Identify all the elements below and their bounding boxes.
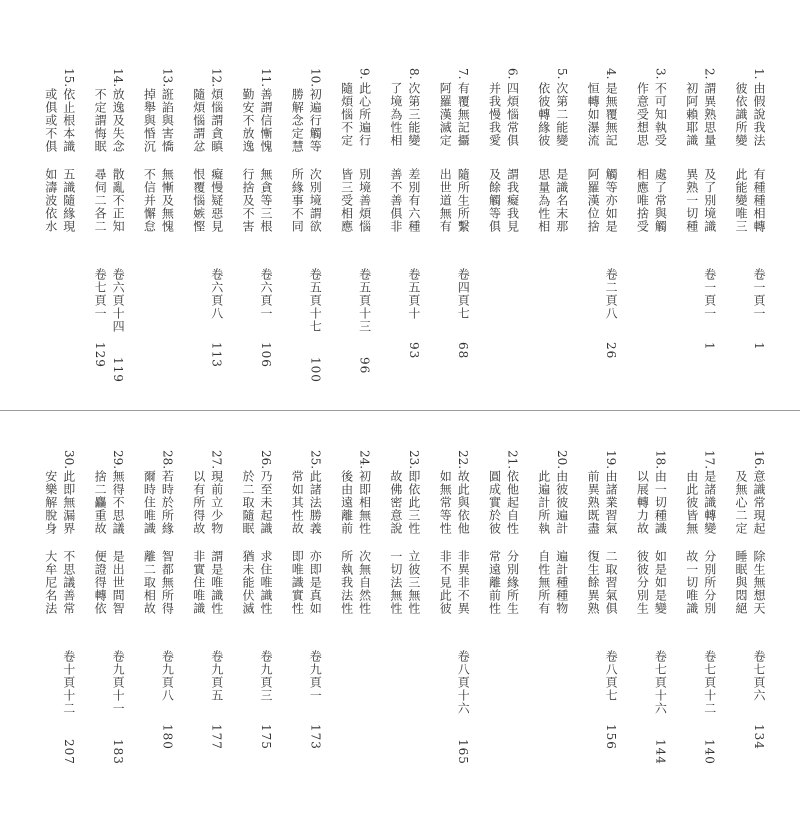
page-number: 106 [259, 342, 273, 368]
volume-page-ref: 卷一頁一 [702, 268, 717, 320]
verse-line-b: 不定謂悔眠 [93, 88, 108, 153]
verse-number: 20. [554, 450, 569, 470]
verse-line-b: 阿羅漢滅定 [438, 82, 453, 147]
verse-line-c: 二取習氣俱 [604, 550, 619, 615]
verse-number: 17. [702, 450, 717, 470]
verse-number: 16. [752, 450, 766, 470]
verse-line-d: 尋伺二各二 [93, 168, 108, 233]
volume-page-ref: 卷九頁三 [259, 650, 273, 702]
verse-line-c: 謂是唯識性 [209, 550, 224, 615]
volume-page-ref: 卷九頁一 [308, 650, 323, 702]
verse-number: 23. [406, 450, 421, 470]
verse-block [582, 450, 618, 780]
verse-line-a: 煩惱謂貪瞋 [209, 88, 224, 153]
verse-line-d: 復生餘異熟 [586, 550, 601, 615]
verse-line-b: 安樂解脫身 [43, 470, 58, 535]
verse-line-c: 遍計種種物 [554, 550, 569, 615]
verse-line-a: 謂異熟思量 [702, 82, 717, 147]
verse-block [336, 68, 372, 398]
verse-number: 4. [604, 68, 619, 80]
verse-line-c: 散亂不正知 [111, 168, 126, 233]
verse-line-c: 不思議善常 [61, 550, 76, 615]
verse-line-d: 如濤波依水 [43, 168, 58, 233]
verse-line-d: 不信并懈怠 [142, 168, 157, 233]
verse-line-c: 是出世間智 [111, 550, 126, 615]
verse-line-c: 次無自然性 [357, 550, 372, 615]
page-number: 96 [357, 357, 372, 375]
verse-line-d: 常遠離前性 [487, 550, 502, 615]
verse-line-d: 行捨及不害 [241, 168, 255, 233]
verse-number: 27. [209, 450, 224, 470]
page-number: 140 [702, 739, 717, 765]
verse-block [484, 68, 520, 398]
verse-line-a: 初遍行觸等 [308, 88, 323, 153]
volume-page-ref: 卷五頁十七 [308, 268, 323, 333]
verse-line-c: 除生無想天 [752, 550, 766, 615]
verse-block [40, 68, 76, 398]
verse-line-a: 依止根本識 [61, 88, 76, 153]
page-number: 93 [406, 342, 421, 360]
verse-number: 11. [259, 68, 273, 88]
verse-block [188, 450, 224, 780]
verse-line-c: 觸等亦如是 [604, 168, 619, 233]
verse-number: 10. [308, 68, 323, 88]
verse-line-c: 五識隨緣現 [61, 168, 76, 233]
verse-line-a: 由一切種識 [653, 470, 668, 535]
verse-line-b: 并我慢我愛 [487, 82, 502, 147]
verse-number: 7. [456, 68, 471, 80]
verse-line-c: 智都無所得 [160, 550, 175, 615]
verses-panel-bottom [0, 420, 800, 815]
verse-line-d: 及餘觸等俱 [487, 168, 502, 233]
verse-line-a: 無得不思議 [111, 470, 126, 535]
section-divider [0, 410, 800, 411]
verse-block [138, 450, 174, 780]
verse-block [237, 68, 273, 398]
verse-number: 5. [554, 68, 569, 80]
verse-block [533, 450, 569, 780]
verse-line-d: 恨覆惱嫉慳 [191, 168, 206, 233]
volume-page-ref: 卷九頁十一 [111, 650, 126, 715]
verse-line-d: 皆三受相應 [339, 168, 354, 233]
verse-block [434, 68, 470, 398]
verse-line-c: 亦即是真如 [308, 550, 323, 615]
verse-line-a: 初即相無性 [357, 470, 372, 535]
page-number: 26 [604, 342, 619, 360]
verse-line-d: 此能變唯三 [734, 168, 748, 233]
verse-line-c: 如是如是變 [653, 550, 668, 615]
verse-line-c: 非異非不異 [456, 550, 471, 615]
verse-line-a: 放逸及失念 [111, 88, 126, 153]
verse-number: 15. [61, 68, 76, 88]
verse-block [40, 450, 76, 780]
page-number: 173 [308, 724, 323, 750]
verse-line-a: 意識常現起 [752, 470, 766, 535]
volume-page-ref: 卷五頁十三 [357, 268, 372, 333]
verse-block [730, 68, 766, 398]
verse-line-a: 次第二能變 [554, 82, 569, 147]
page-number: 100 [308, 357, 323, 383]
verse-line-c: 分別所分別 [702, 550, 717, 615]
verse-number: 26. [259, 450, 273, 470]
page-number: 113 [209, 342, 224, 368]
volume-page-ref: 卷一頁一 [752, 268, 766, 320]
verse-line-b: 及無心二定 [734, 470, 748, 535]
verse-line-a: 此即無漏界 [61, 470, 76, 535]
verse-line-a: 若時於所緣 [160, 470, 175, 535]
verse-line-d: 非不見此彼 [438, 550, 453, 615]
page-number: 175 [259, 724, 273, 750]
verse-line-b: 由此彼皆無 [684, 470, 699, 535]
verse-line-d: 即唯識實性 [290, 550, 305, 615]
verse-line-c: 無慚及無愧 [160, 168, 175, 233]
verse-block [188, 68, 224, 398]
page-number: 177 [209, 724, 224, 750]
verse-number: 12. [209, 68, 224, 88]
page-number: 180 [160, 724, 175, 750]
verse-line-b: 勤安不放逸 [241, 88, 255, 153]
verse-block [138, 68, 174, 398]
volume-page-ref: 卷九頁八 [160, 650, 175, 702]
verse-line-d: 故一切唯識 [684, 550, 699, 615]
verse-line-d: 自性無所有 [536, 550, 551, 615]
page-number: 134 [752, 724, 766, 750]
verse-line-d: 異熟一切種 [684, 168, 699, 233]
verse-block [385, 450, 421, 780]
verse-line-b: 或俱或不俱 [43, 88, 58, 153]
verse-line-a: 由彼彼遍計 [554, 470, 569, 535]
verse-number: 25. [308, 450, 323, 470]
verse-line-c: 處了常與觸 [653, 168, 668, 233]
verse-number: 18. [653, 450, 668, 470]
verse-block [681, 68, 717, 398]
verse-line-a: 是無覆無記 [604, 82, 619, 147]
verse-line-b: 故佛密意說 [388, 470, 403, 535]
page-number: 68 [456, 342, 471, 360]
verse-line-b: 掉舉與惛沉 [142, 88, 157, 153]
verse-line-d: 一切法無性 [388, 550, 403, 615]
verse-line-c: 及了別境識 [702, 168, 717, 233]
verse-line-a: 不可知執受 [653, 82, 668, 147]
verse-line-a: 由假說我法 [752, 82, 766, 147]
verse-line-c: 是識名末那 [554, 168, 569, 233]
verse-number: 24. [357, 450, 372, 470]
verse-line-d: 非實住唯識 [191, 550, 206, 615]
verse-line-d: 睡眠與悶絕 [734, 550, 748, 615]
verse-number: 9. [357, 68, 372, 80]
verse-line-b: 作意受想思 [635, 82, 650, 147]
verse-line-b: 圓成實於彼 [487, 470, 502, 535]
verse-line-b: 恒轉如瀑流 [586, 82, 601, 147]
verse-line-c: 立彼三無性 [406, 550, 421, 615]
verse-line-a: 此心所遍行 [357, 82, 372, 147]
verse-line-d: 所緣事不同 [290, 168, 305, 233]
verse-number: 2. [702, 68, 717, 80]
page-number: 129 [93, 342, 108, 368]
volume-page-ref: 卷七頁六 [752, 650, 766, 702]
verse-number: 19. [604, 450, 619, 470]
volume-page-ref: 卷二頁八 [604, 268, 619, 320]
verse-line-a: 乃至未起識 [259, 470, 273, 535]
verses-panel-top [0, 0, 800, 395]
volume-page-ref: 卷七頁十二 [702, 650, 717, 715]
verse-line-c: 癡慢疑惡見 [209, 168, 224, 233]
verse-line-c: 無貪等三根 [259, 168, 273, 233]
verse-line-c: 差別有六種 [406, 168, 421, 233]
verse-block [385, 68, 421, 398]
volume-page-ref: 卷十頁十二 [61, 650, 76, 715]
volume-page-ref: 卷七頁十六 [653, 650, 668, 715]
verse-line-b: 此遍計所執 [536, 470, 551, 535]
verse-line-a: 故此與依他 [456, 470, 471, 535]
volume-page-ref: 卷九頁五 [209, 650, 224, 702]
verse-block [237, 450, 273, 780]
verse-line-d: 相應唯捨受 [635, 168, 650, 233]
verse-number: 28. [160, 450, 175, 470]
verse-line-c: 次別境謂欲 [308, 168, 323, 233]
verse-block [336, 450, 372, 780]
verse-number: 13. [160, 68, 175, 88]
verse-line-b: 隨煩惱謂忿 [191, 88, 206, 153]
page-number: 165 [456, 739, 471, 765]
verse-line-a: 即依此三性 [406, 470, 421, 535]
verse-block [484, 450, 520, 780]
page-number: 119 [111, 357, 126, 383]
verse-number: 22. [456, 450, 471, 470]
verse-line-a: 現前立少物 [209, 470, 224, 535]
verse-block [89, 450, 125, 780]
verse-line-b: 依彼轉緣彼 [536, 82, 551, 147]
verse-line-b: 以有所得故 [191, 470, 206, 535]
page-number: 1 [702, 342, 717, 351]
verse-line-b: 於二取隨眠 [241, 470, 255, 535]
verse-line-b: 了境為性相 [388, 82, 403, 147]
verse-line-d: 大牟尼名法 [43, 550, 58, 615]
verse-line-a: 四煩惱常俱 [505, 82, 520, 147]
verse-line-b: 彼依識所變 [734, 82, 748, 147]
verse-line-d: 彼彼分別生 [635, 550, 650, 615]
verse-line-c: 謂我癡我見 [505, 168, 520, 233]
volume-page-ref: 卷六頁十四 [111, 268, 126, 333]
verse-line-a: 有覆無記攝 [456, 82, 471, 147]
verse-number: 30. [61, 450, 76, 470]
verse-block [533, 68, 569, 398]
verse-line-a: 由諸業習氣 [604, 470, 619, 535]
verse-block [89, 68, 125, 398]
verse-line-a: 誑諂與害憍 [160, 88, 175, 153]
verse-line-c: 別境善煩惱 [357, 168, 372, 233]
volume-page-ref: 卷六頁八 [209, 268, 224, 320]
page-number: 1 [752, 342, 766, 351]
verse-line-d: 離二取相故 [142, 550, 157, 615]
verse-line-a: 此諸法勝義 [308, 470, 323, 535]
verse-line-a: 是諸識轉變 [702, 470, 717, 535]
verse-line-b: 勝解念定慧 [290, 88, 305, 153]
verse-line-d: 善不善俱非 [388, 168, 403, 233]
volume-page-ref: 卷四頁七 [456, 268, 471, 320]
verse-line-a: 依他起自性 [505, 470, 520, 535]
verse-block [631, 450, 667, 780]
verse-line-d: 猶未能伏滅 [241, 550, 255, 615]
verse-line-d: 便證得轉依 [93, 550, 108, 615]
verse-line-b: 如無常等性 [438, 470, 453, 535]
verse-block [434, 450, 470, 780]
verse-block [286, 68, 322, 398]
verse-line-d: 所執我法性 [339, 550, 354, 615]
verse-number: 1. [752, 68, 766, 80]
verse-line-b: 以展轉力故 [635, 470, 650, 535]
verse-number: 8. [406, 68, 421, 80]
verse-block [681, 450, 717, 780]
verse-line-b: 爾時住唯識 [142, 470, 157, 535]
verse-number: 29. [111, 450, 126, 470]
verse-line-b: 初阿賴耶識 [684, 82, 699, 147]
verse-block [631, 68, 667, 398]
verse-line-d: 出世道無有 [438, 168, 453, 233]
page-number: 156 [604, 724, 619, 750]
volume-page-ref: 卷七頁一 [93, 268, 108, 320]
verse-line-b: 前異熟既盡 [586, 470, 601, 535]
page-number: 207 [61, 739, 76, 765]
volume-page-ref: 卷五頁十 [406, 268, 421, 320]
verse-line-b: 常如其性故 [290, 470, 305, 535]
verse-line-d: 阿羅漢位捨 [586, 168, 601, 233]
verse-line-b: 後由遠離前 [339, 470, 354, 535]
verse-line-a: 善謂信慚愧 [259, 88, 273, 153]
verse-block [286, 450, 322, 780]
verse-line-a: 次第三能變 [406, 82, 421, 147]
verse-line-c: 求住唯識性 [259, 550, 273, 615]
page-number: 183 [111, 739, 126, 765]
verse-number: 6. [505, 68, 520, 80]
verse-block [730, 450, 766, 780]
verse-block [582, 68, 618, 398]
page-number: 144 [653, 739, 668, 765]
verse-number: 21. [505, 450, 520, 470]
verse-line-c: 有種種相轉 [752, 168, 766, 233]
verse-line-b: 隨煩惱不定 [339, 82, 354, 147]
verse-line-c: 分別緣所生 [505, 550, 520, 615]
verse-line-c: 隨所生所繫 [456, 168, 471, 233]
verse-line-b: 捨二麤重故 [93, 470, 108, 535]
verse-number: 3. [653, 68, 668, 80]
verse-number: 14. [111, 68, 126, 88]
volume-page-ref: 卷六頁一 [259, 268, 273, 320]
volume-page-ref: 卷八頁十六 [456, 650, 471, 715]
verse-line-d: 思量為性相 [536, 168, 551, 233]
volume-page-ref: 卷八頁七 [604, 650, 619, 702]
